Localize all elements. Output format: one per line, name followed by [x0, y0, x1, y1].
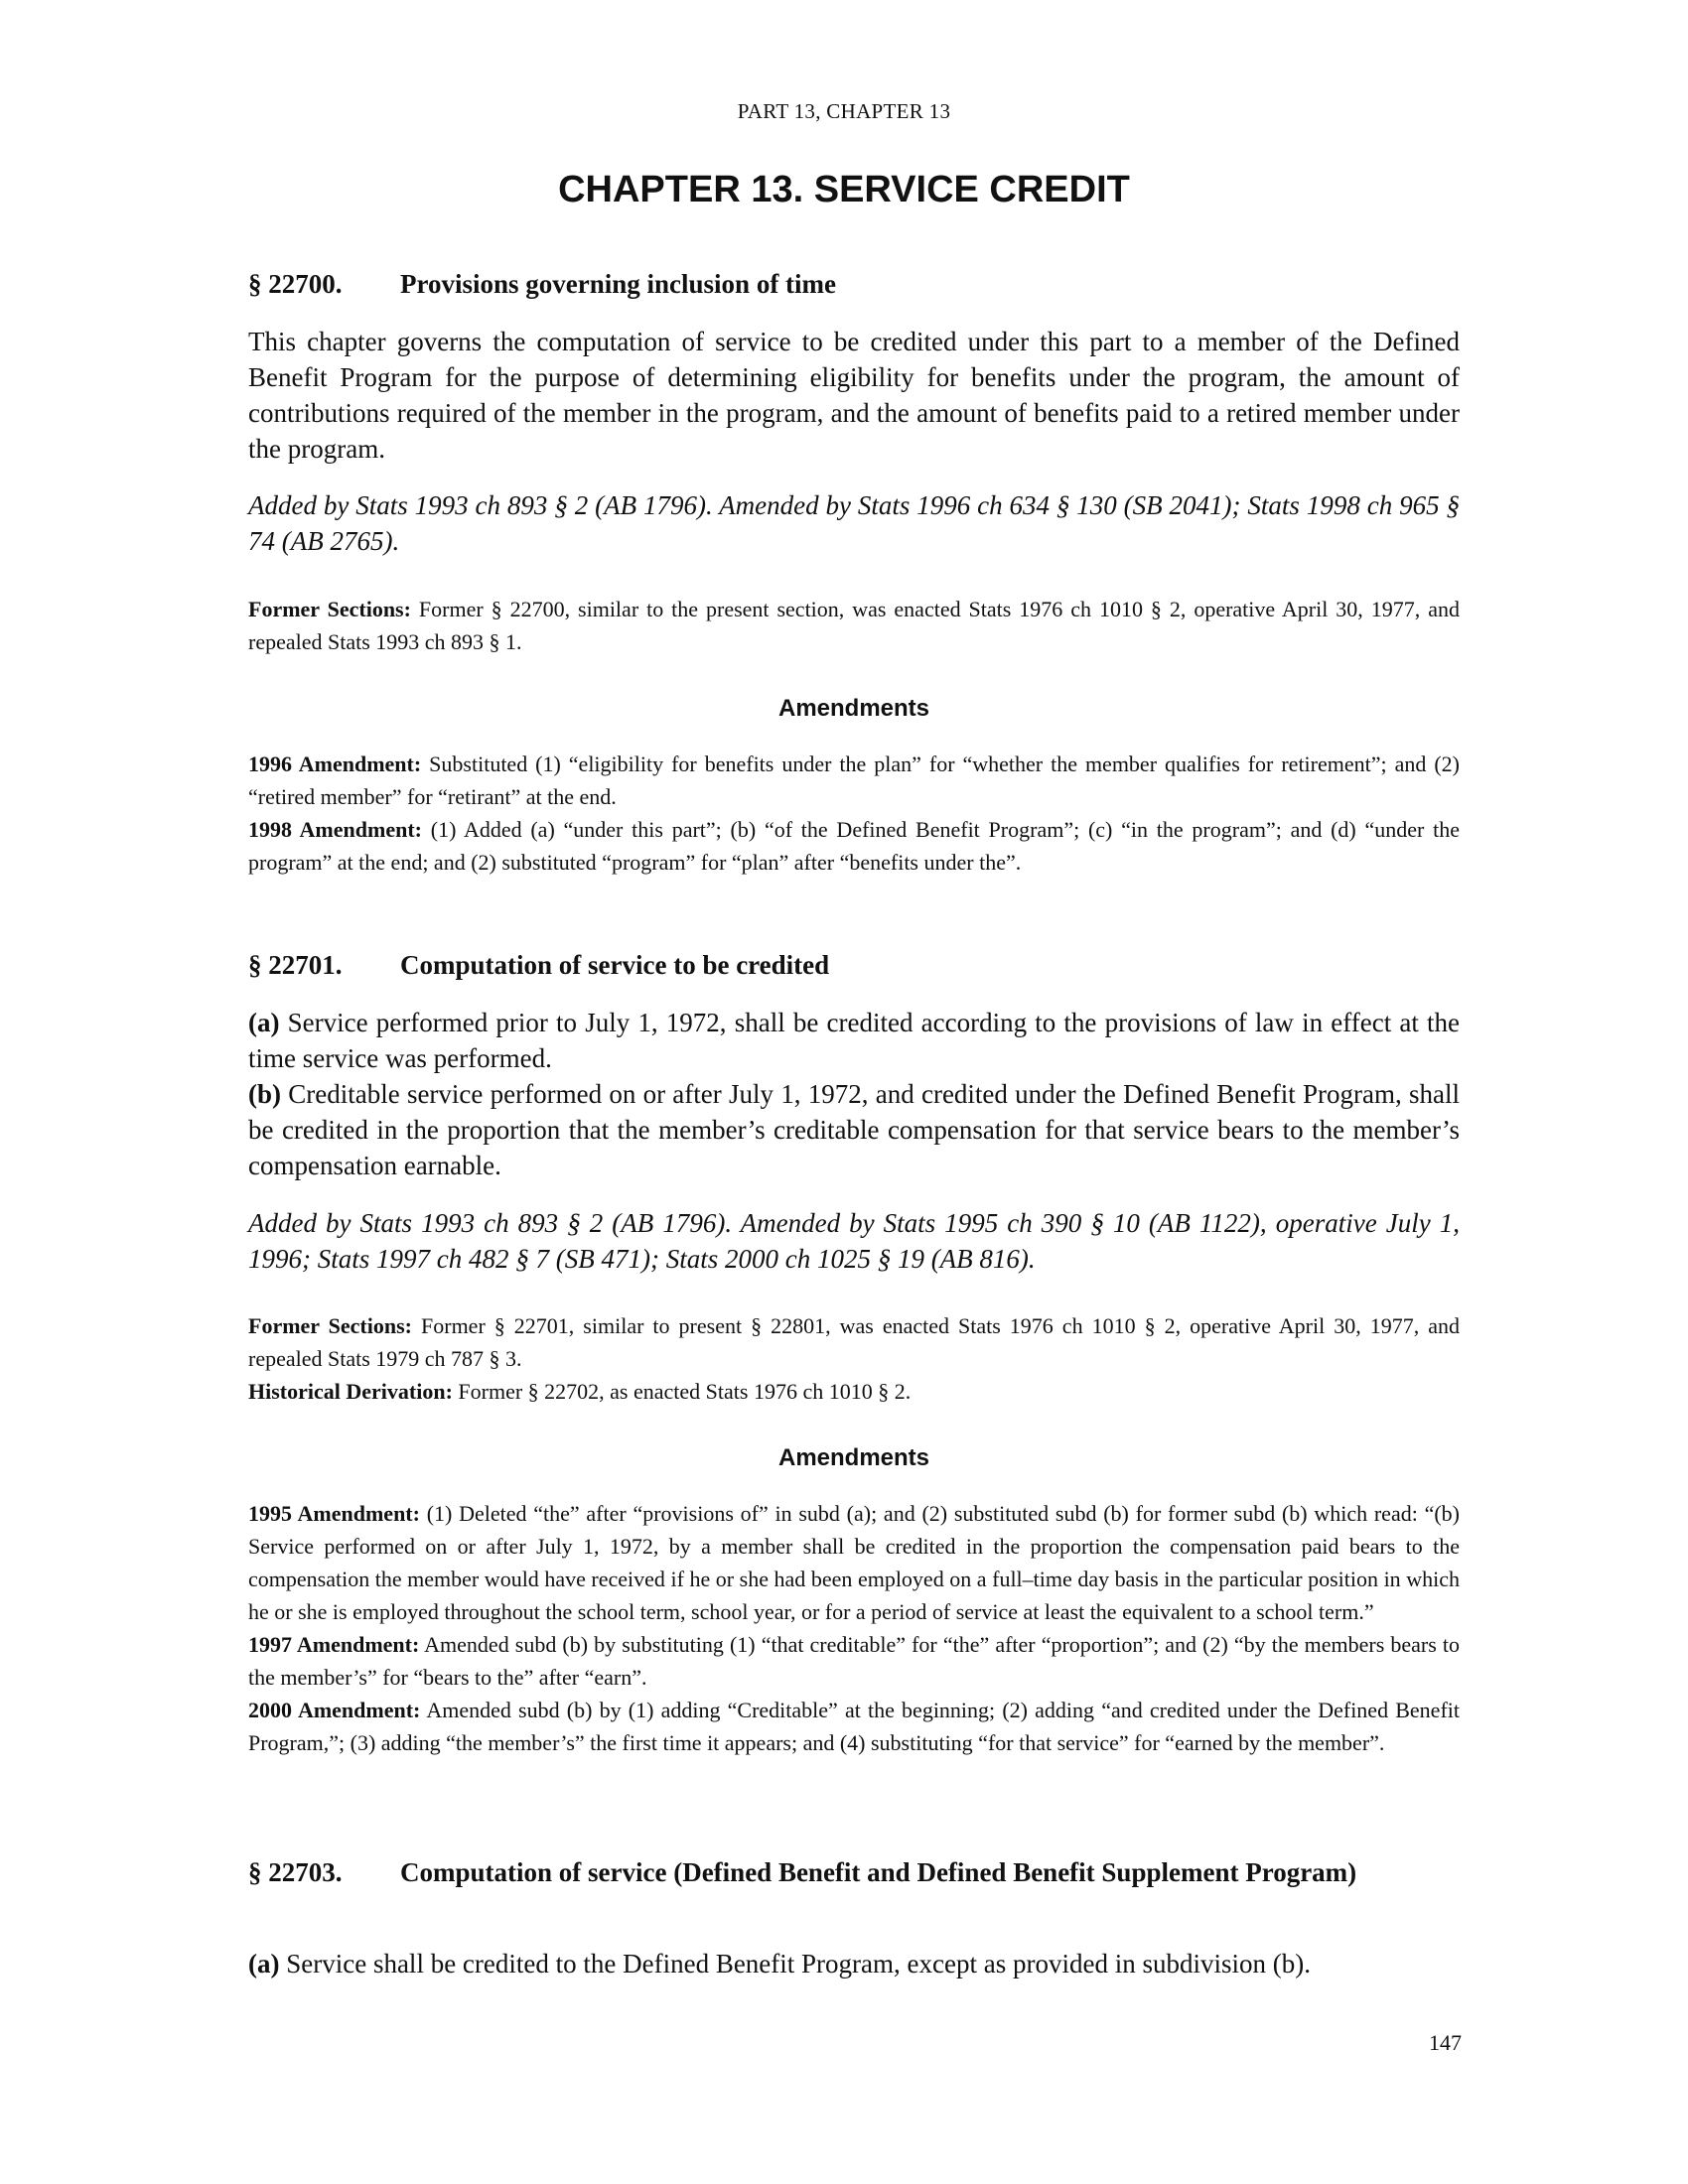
amendments-heading: Amendments — [777, 695, 930, 722]
page-number: 147 — [1429, 2030, 1462, 2055]
amendment-label: 1996 Amendment: — [248, 751, 422, 776]
amendment-text: (1) Added (a) “under this part”; (b) “of the Defined Benefit Program”; (c) “in the program”; and (d) “under the program” at the end; and (2) substituted “program” for “plan” after “benefits under the”. — [248, 817, 1461, 875]
section-22703-body — [248, 1946, 1460, 1981]
subdivision-label: (a) — [248, 1008, 280, 1037]
chapter-title: CHAPTER 13. SERVICE CREDIT — [558, 169, 1130, 210]
section-22703-heading — [248, 1854, 1460, 1890]
section-22700-history: Added by Stats 1993 ch 893 § 2 (AB 1796). Amended by Stats 1996 ch 634 § 130 (SB 2041); Stats 1998 ch 965 § 74 (AB 2765). — [248, 490, 1460, 556]
former-sections-label: Former Sections: — [248, 1313, 412, 1338]
subdivision-text: Service shall be credited to the Defined Benefit Program, except as provided in subdivision (b). — [279, 1949, 1311, 1979]
section-22700-heading — [248, 266, 1460, 302]
subdivision-text: Service performed prior to July 1, 1972, shall be credited according to the provisions of law in effect at the time service was performed. — [248, 1008, 1460, 1073]
body-paragraph: This chapter governs the computation of service to be credited under this part to a member of the Defined Benefit Program for the purpose of determining eligibility for benefits under the program, the amount of contributions required of the member in the program, and the amount of benefits paid to a retired member under the program. — [248, 327, 1460, 464]
section-number: § 22701. — [248, 950, 343, 980]
subdivision-label: (b) — [248, 1079, 281, 1109]
amendment-text: Amended subd (b) by (1) adding “Creditable” at the beginning; (2) adding “and credited under the Defined Benefit Program,”; (3) adding “the member’s” the first time it appears; and (4) substituting “for that service” for “earned by the member”. — [248, 1698, 1460, 1755]
former-sections-text: Former § 22701, similar to present § 22801, was enacted Stats 1976 ch 1010 § 2, operative April 30, 1977, and repealed Stats 1979 ch 787 § 3. — [248, 1313, 1460, 1371]
section-22700-body — [248, 324, 1460, 467]
amendment-label: 2000 Amendment: — [248, 1698, 421, 1722]
section-22701-history: Added by Stats 1993 ch 893 § 2 (AB 1796). Amended by Stats 1995 ch 390 § 10 (AB 1122), operative July 1, 1996; Stats 1997 ch 482 § 7 (SB 471); Stats 2000 ch 1025 § 19 (AB 816). — [248, 1208, 1460, 1274]
section-22701-heading — [248, 947, 1460, 983]
section-22700-former-sections — [248, 593, 1460, 658]
amendment-label: 1995 Amendment: — [248, 1501, 420, 1526]
section-title: Provisions governing inclusion of time — [400, 269, 837, 299]
section-title: Computation of service to be credited — [400, 950, 830, 980]
amendment-text: Substituted (1) “eligibility for benefits under the plan” for “whether the member qualifies for retirement”; and (2) “retired member” for “retirant” at the end. — [248, 751, 1460, 809]
section-number: § 22700. — [248, 269, 343, 299]
running-head: PART 13, CHAPTER 13 — [737, 99, 951, 123]
historical-derivation-text: Former § 22702, as enacted Stats 1976 ch 1010 § 2. — [452, 1379, 912, 1404]
section-22701-notes — [248, 1309, 1460, 1408]
subdivision-text: Creditable service performed on or after July 1, 1972, and credited under the Defined Benefit Program, shall be credited in the proportion that the member’s creditable compensation for that service bears to the member’s compensation earnable. — [248, 1079, 1460, 1180]
amendment-text: Amended subd (b) by substituting (1) “that creditable” for “the” after “proportion”; and (2) “by the members bears to the member’s” for “bears to the” after “earn”. — [248, 1632, 1460, 1690]
historical-derivation-label: Historical Derivation: — [248, 1379, 453, 1404]
section-number: § 22703. — [248, 1857, 343, 1887]
amendment-label: 1998 Amendment: — [248, 817, 422, 842]
section-22700-amendments — [248, 748, 1460, 879]
section-title: Computation of service (Defined Benefit and Defined Benefit Supplement Program) — [400, 1857, 1357, 1887]
former-sections-label: Former Sections: — [248, 597, 411, 621]
section-22701-body — [248, 1005, 1460, 1183]
amendment-label: 1997 Amendment: — [248, 1632, 420, 1657]
amendments-heading: Amendments — [777, 1444, 930, 1471]
amendment-text: (1) Deleted “the” after “provisions of” in subd (a); and (2) substituted subd (b) for former subd (b) which read: “(b) Service performed on or after July 1, 1972, by a member shall be credited in the proportion the compensation paid bears to the compensation the member would have received if he or she had been employed on a full–time day basis in the particular position in which he or she is employed throughout the school term, school year, or for a period of service at least the equivalent to a school term.” — [248, 1501, 1460, 1624]
section-22701-amendments — [248, 1497, 1460, 1759]
former-sections-text: Former § 22700, similar to the present section, was enacted Stats 1976 ch 1010 § 2, operative April 30, 1977, and repealed Stats 1993 ch 893 § 1. — [248, 597, 1460, 654]
subdivision-label: (a) — [248, 1949, 280, 1979]
